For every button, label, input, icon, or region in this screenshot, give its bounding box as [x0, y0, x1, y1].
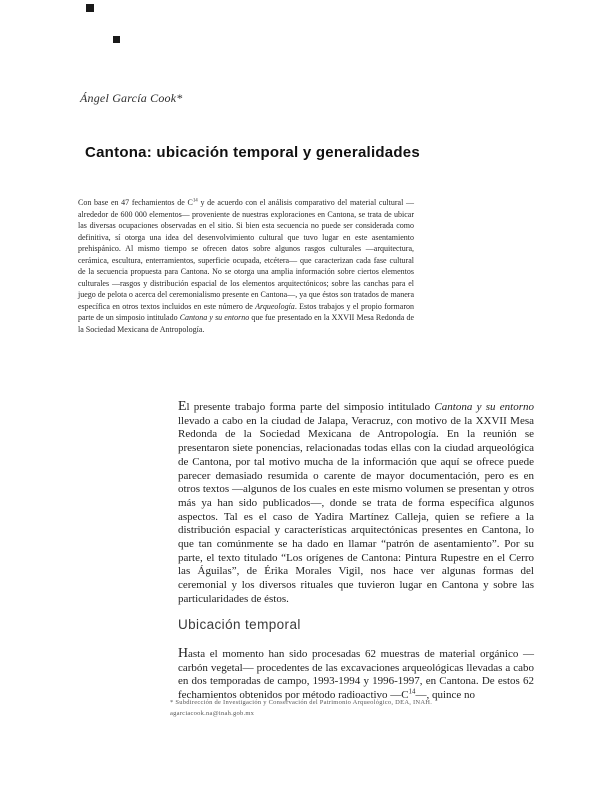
footnote-affiliation: * Subdirección de Investigación y Conservación del Patrimonio Arqueológico, DEA, INAH. — [170, 699, 433, 706]
article-title: Cantona: ubicación temporal y generalidades — [85, 144, 420, 162]
body-paragraph-2: Hasta el momento han sido procesadas 62 muestras de material orgánico —carbón vegetal— procedentes de las excavaciones arqueológicas llevadas a cabo en dos temporadas de campo, 1993-1994 y 1996-1997, en Cantona. De estos 62 fechamientos obtenidos por método radioactivo $—C^{14}—$, quince no — [178, 645, 534, 702]
scan-artifact-mark-lower — [113, 36, 120, 43]
section-heading-ubicacion-temporal: Ubicación temporal — [178, 617, 301, 633]
footnote-email: agarciacook.na@inah.gob.mx — [170, 710, 255, 717]
abstract-paragraph: Con base en 47 fechamientos de $C^{14}$ y de acuerdo con el análisis comparativo del material cultural —alrededor de 600 000 elementos— proveniente de nuestras exploraciones en Cantona, se trata de ubicar las diversas ocupaciones observadas en el sitio. Si bien esta secuencia no puede ser considerada como definitiva, sí otorga una idea del desenvolvimiento cultural que tuvo lugar en este asentamiento prehispánico. Al mismo tiempo se ofrecen datos sobre algunos rasgos culturales —arquitectura, cerámica, escultura, enterramientos, superficie ocupada, etcétera— que caracterizan cada fase cultural de la secuencia propuesta para Cantona. No se otorga una amplia información sobre ciertos elementos culturales —rasgos y distribución espacial de los elementos arquitectónicos; sobre las canchas para el juego de pelota o acerca del ceremonialismo presente en Cantona—, ya que éstos son tratados de manera específica en otros textos incluidos en este número de Arqueología. Estos trabajos y el propio formaron parte de un simposio intitulado Cantona y su entorno que fue presentado en la XXVII Mesa Redonda de la Sociedad Mexicana de Antropología. — [78, 198, 415, 335]
body-paragraph-1: El presente trabajo forma parte del simposio intitulado Cantona y su entorno llevado a cabo en la ciudad de Jalapa, Veracruz, con motivo de la XXVII Mesa Redonda de la Sociedad Mexicana de Antropología. En la reunión se presentaron siete ponencias, relacionadas todas ellas con la ciudad arqueológica de Cantona, por tal motivo mucha de la información que aquí se ofrece puede parecer demasiado resumida o carente de mayor documentación, pero es en otros textos —algunos de los cuales en este mismo volumen se presentan y otros más ya han sido publicados—, donde se trata de forma específica algunos aspectos. Tal es el caso de Yadira Martínez Calleja, quien se refiere a la distribución espacial y características arquitectónicas presentes en Cantona, lo que tan comúnmente se ha dado en llamar “patrón de asentamiento”. Por su parte, el texto titulado “Los orígenes de Cantona: Pintura Rupestre en el Cerro las Águilas”, de Érika Morales Vigil, nos hace ver algunas formas del ceremonial y los diversos rituales que tuvieron lugar en Cantona y sobre las particularidades de éstos. — [178, 398, 534, 605]
scan-artifact-mark-top — [86, 4, 94, 12]
author-byline: Ángel García Cook* — [80, 91, 183, 105]
footnote — [170, 697, 500, 719]
